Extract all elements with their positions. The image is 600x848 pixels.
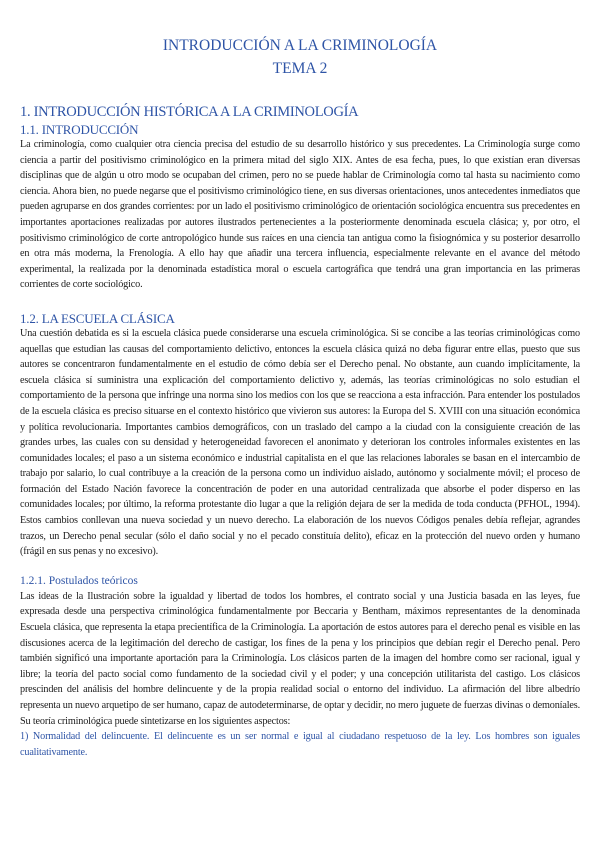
paragraph-postulados: Las ideas de la Ilustración sobre la igualdad y libertad de todos los hombres, el contrato social y una Justicia basada en las leyes, fue expresada desde una perspectiva criminológica fundamentalmente por Beccaria y Bentham, máximos representantes de la denominada Escuela clásica, que representa la etapa precientífica de la Criminología. La aportación de estos autores para el derecho penal es visible en las discusiones acerca de la legitimación del derecho de castigar, los fines de la pena y los principios que debían regir el Derecho penal. Pero también significó una importante aportación para la Criminología. Los clásicos parten de la imagen del hombre como ser racional, igual y libre; la teoría del pacto social como fundamento de la sociedad civil y el poder; y una concepción utilitarista del castigo. Los clásicos prescinden del análisis del hombre delincuente y de la propia realidad social o entorno del individuo. La afirmación del libre albedrío representa un nuevo arquetipo de ser humano, capaz de autodeterminarse, de optar y decidir, no mero juguete de fuerzas divinas o demoníales. Su teoría criminológica puede sintetizarse en los siguientes aspectos:: [20, 590, 580, 727]
subsubsection-heading-postulados: 1.2.1. Postulados teóricos: [20, 574, 138, 587]
document-subtitle: TEMA 2: [272, 60, 328, 77]
subsection-heading-escuela-clasica: 1.2. LA ESCUELA CLÁSICA: [20, 310, 175, 326]
paragraph-introduccion: La criminología, como cualquier otra ciencia precisa del estudio de su desarrollo histórico y sus precedentes. La Criminología surge como ciencia a partir del positivismo criminológico en la primera mitad del siglo XIX. Antes de esa fecha, pues, lo que existían eran diversas disciplinas que de algún u otro modo se ocupaban del crimen, pero no se puede hablar de Criminología como tal hasta su nacimiento como ciencia. Ahora bien, no puede negarse que el positivismo criminológico tiene, en sus diversas orientaciones, unos antecedentes inmediatos que pueden agruparse en dos grandes corrientes: por un lado el positivismo criminológico de orientación sociológica encuentra sus precedentes en importantes aportaciones realizadas por autores ilustrados pertenecientes a la posteriormente denominada escuela clásica; y, por otro, el positivismo criminológico de corte antropológico hunde sus raíces en una ciencia tan antigua como la fisiognómica y su posterior desarrollo en otra más moderna, la Frenología. A ello hay que añadir una tercera influencia, especialmente relevante en el avance del método experimental, la realizada por la denominada estadística moral o escuela cartográfica que tendrá una gran importancia en las primeras corrientes de corte sociológico.: [20, 139, 580, 291]
section-heading: 1. INTRODUCCIÓN HISTÓRICA A LA CRIMINOLOGÍA: [20, 104, 359, 120]
subsection-heading-introduccion: 1.1. INTRODUCCIÓN: [20, 122, 139, 137]
paragraph-escuela-clasica: Una cuestión debatida es si la escuela clásica puede considerarse una escuela criminológica. Si se concibe a las teorías criminológicas como aquellas que estudian las causas del comportamiento delictivo, entonces la escuela clásica quizá no deba figurar entre ellas, puesto que sus autores se concentraron fundamentalmente en el estudio de cómo debía ser el Derecho penal. No obstante, aun cuando implícitamente, la escuela clásica sí suministra una explicación del comportamiento delictivo y, además, las teorías criminológicas no solo estudian el comportamiento de la persona que infringe una norma sino los medios con los que se reacciona a esta infracción. Para entender los postulados de la escuela clásica es preciso situarse en el contexto histórico que vivieron sus autores: la Europa del S. XVIII con una situación económica y política revolucionaria. Importantes cambios demográficos, con un traslado del campo a la ciudad con la consiguiente creación de las grandes urbes, las cuales con su densidad y heterogeneidad favorecen el anonimato y deterioran los controles informales existentes en las comunidades locales; el paso a un sistema económico e industrial capitalista en el que las relaciones laborales se basan en el intercambio de trabajo por salario, lo cual contribuye a la creación de la persona como un individuo aislado, autónomo y socialmente móvil; el proceso de formación del Estado Nación favorece la concentración de poder en una autoridad centralizada que absorbe el poder disperso en las comunidades locales; por último, la reforma protestante dio lugar a que la religión dejara de ser la medida de toda conducta (PFHOL, 1994). Estos cambios conllevan una nueva sociedad y un nuevo derecho. La elaboración de los nuevos Códigos penales debía reflejar, agrandes trazos, un Derecho penal secular (sólo el daño social y no el pecado constituía delito), eficaz en la protección del nuevo orden y humano (frágil en sus penas y no excesivo).: [20, 327, 580, 558]
document-title: INTRODUCCIÓN A LA CRIMINOLOGÍA: [162, 37, 438, 54]
list-item-normalidad: 1) Normalidad del delincuente. El delincuente es un ser normal e igual al ciudadano respetuoso de la ley. Los hombres son iguales cualitativamente.: [20, 731, 580, 758]
